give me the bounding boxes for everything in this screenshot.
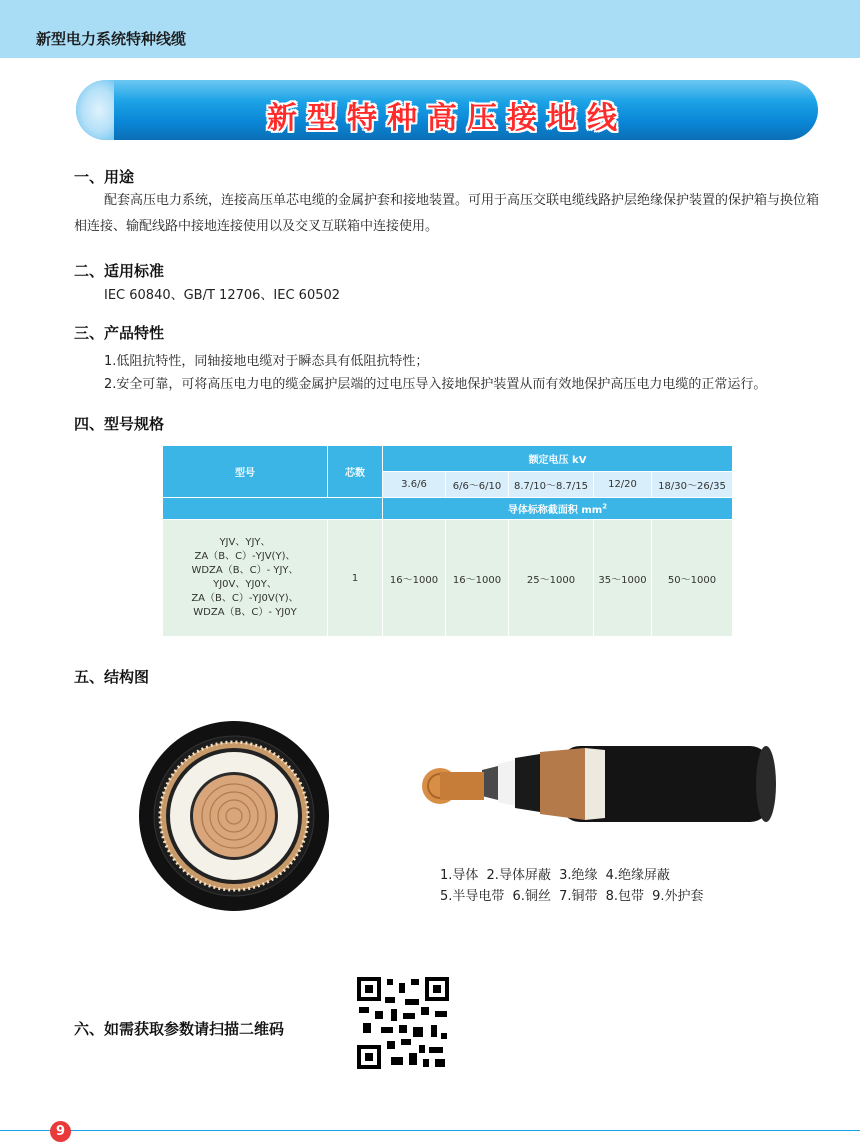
col-header-voltage: 额定电压 kV bbox=[383, 446, 733, 472]
col-header-cores: 芯数 bbox=[328, 446, 383, 498]
range-cell: 16～1000 bbox=[383, 520, 446, 637]
heading-standards: 二、适用标准 bbox=[74, 262, 165, 280]
heading-features: 三、产品特性 bbox=[74, 324, 165, 342]
model-line: YJ0V、YJ0Y、 bbox=[213, 579, 277, 590]
title-banner bbox=[76, 80, 818, 140]
header-spacer bbox=[163, 498, 383, 520]
range-cell: 50～1000 bbox=[652, 520, 733, 637]
model-line: WDZA（B、C）- YJ0Y bbox=[193, 607, 297, 618]
col-header-model: 型号 bbox=[163, 446, 328, 498]
section-label: 导体标称截面积 mm bbox=[507, 505, 603, 516]
model-line: YJV、YJY、 bbox=[219, 537, 271, 548]
legend-row-1: 1.导体 2.导体屏蔽 3.绝缘 4.绝缘屏蔽 bbox=[440, 868, 671, 883]
category-title: 新型电力系统特种线缆 bbox=[36, 30, 187, 48]
col-header-section bbox=[383, 498, 733, 520]
spec-table bbox=[162, 445, 733, 637]
feature-item-1: 1.低阻抗特性，同轴接地电缆对于瞬态具有低阻抗特性； bbox=[104, 354, 429, 369]
heading-qr: 六、如需获取参数请扫描二维码 bbox=[74, 1020, 285, 1038]
voltage-cell: 3.6/6 bbox=[383, 472, 446, 498]
model-line: ZA（B、C）-YJ0V(Y)、 bbox=[191, 593, 299, 604]
voltage-cell: 12/20 bbox=[594, 472, 652, 498]
top-header-bar bbox=[0, 0, 860, 58]
range-cell: 35～1000 bbox=[594, 520, 652, 637]
model-line: WDZA（B、C）- YJY、 bbox=[191, 565, 299, 576]
cable-side-image bbox=[410, 740, 780, 836]
voltage-cell: 8.7/10～8.7/15 bbox=[509, 472, 594, 498]
cores-value: 1 bbox=[328, 520, 383, 637]
standards-text: IEC 60840、GB/T 12706、IEC 60502 bbox=[104, 288, 341, 303]
feature-item-2: 2.安全可靠，可将高压电力电的缆金属护层端的过电压导入接地保护装置从而有效地保护高压电力电缆的正常运行。 bbox=[104, 377, 767, 392]
cable-cross-section-image bbox=[138, 720, 330, 912]
range-cell: 16～1000 bbox=[446, 520, 509, 637]
heading-spec: 四、型号规格 bbox=[74, 415, 165, 433]
voltage-cell: 6/6～6/10 bbox=[446, 472, 509, 498]
voltage-cell: 18/30～26/35 bbox=[652, 472, 733, 498]
heading-structure: 五、结构图 bbox=[74, 668, 150, 686]
range-cell: 25～1000 bbox=[509, 520, 594, 637]
model-list-cell bbox=[163, 520, 328, 637]
heading-usage: 一、用途 bbox=[74, 168, 135, 186]
usage-text: 配套高压电力系统，连接高压单芯电缆的金属护套和接地装置。可用于高压交联电缆线路护层绝缘保护装置的保护箱与换位箱相连接、输配线路中接地连接使用以及交叉互联箱中连接使用。 bbox=[74, 193, 820, 234]
qr-code-image[interactable] bbox=[355, 975, 451, 1071]
section-unit-sup: 2 bbox=[602, 502, 608, 511]
legend-row-2: 5.半导电带 6.铜丝 7.铜带 8.包带 9.外护套 bbox=[440, 889, 704, 904]
footer-line bbox=[0, 1130, 860, 1131]
model-line: ZA（B、C）-YJV(Y)、 bbox=[194, 551, 296, 562]
page-number: 9 bbox=[50, 1121, 71, 1142]
product-title: 新型特种高压接地线 bbox=[267, 101, 627, 136]
